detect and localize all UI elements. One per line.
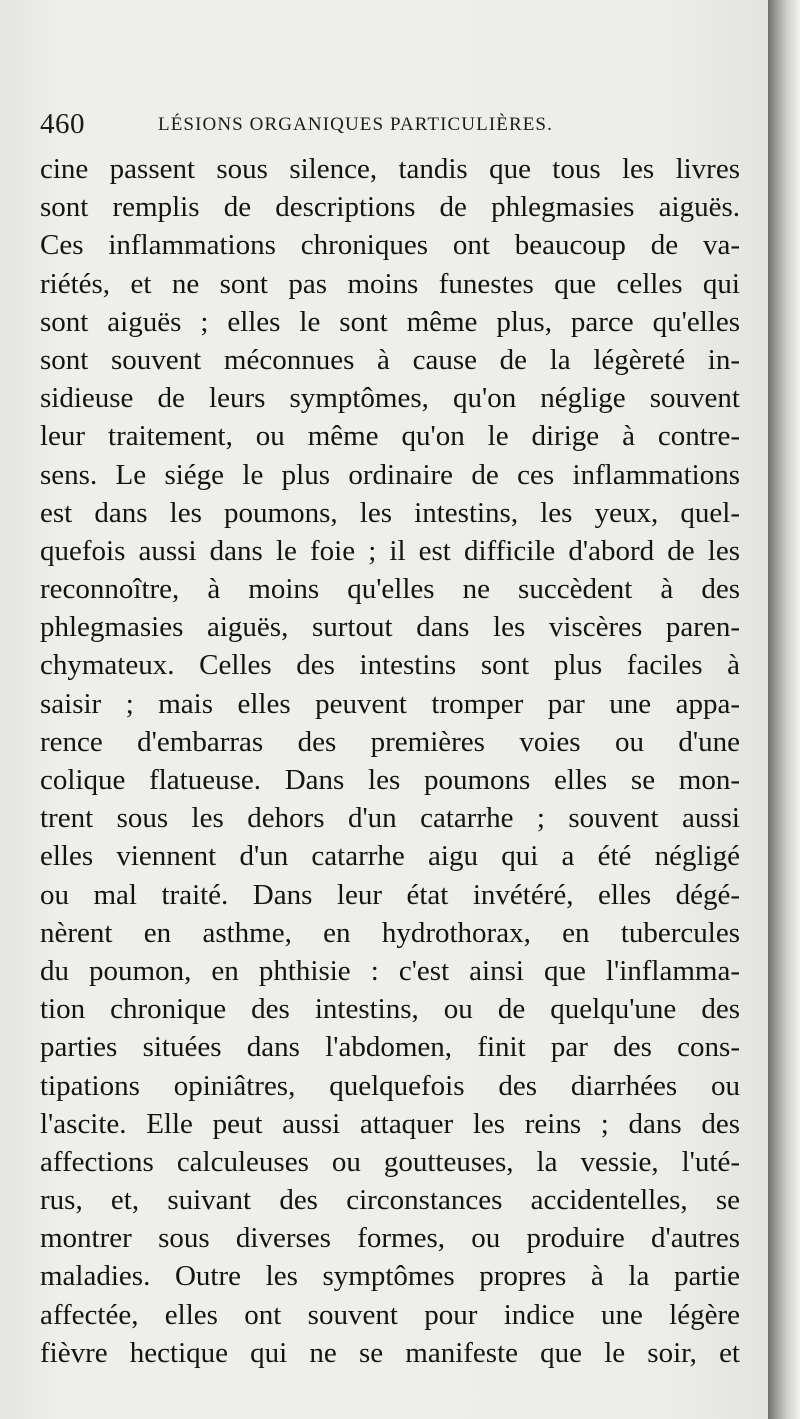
running-title: LÉSIONS ORGANIQUES PARTICULIÈRES. bbox=[158, 114, 553, 135]
text-line: leur traitement, ou même qu'on le dirige à contre- bbox=[40, 420, 740, 453]
text-line: riétés, et ne sont pas moins funestes que celles qui bbox=[40, 267, 740, 300]
text-line: tion chronique des intestins, ou de quelqu'une des bbox=[40, 993, 740, 1026]
text-line: reconnoître, à moins qu'elles ne succèdent à des bbox=[40, 573, 740, 606]
running-head bbox=[40, 104, 680, 144]
text-line: ou mal traité. Dans leur état invétéré, elles dégé- bbox=[40, 878, 740, 911]
text-line: sens. Le siége le plus ordinaire de ces inflammations bbox=[40, 458, 740, 491]
text-line: rus, et, suivant des circonstances accidentelles, se bbox=[40, 1184, 740, 1217]
page-number: 460 bbox=[40, 108, 85, 140]
text-line: montrer sous diverses formes, ou produire d'autres bbox=[40, 1222, 740, 1255]
text-line: l'ascite. Elle peut aussi attaquer les reins ; dans des bbox=[40, 1107, 740, 1140]
text-line: affections calculeuses ou goutteuses, la vessie, l'uté- bbox=[40, 1145, 740, 1178]
text-line: tipations opiniâtres, quelquefois des diarrhées ou bbox=[40, 1069, 740, 1102]
text-line: du poumon, en phthisie : c'est ainsi que l'inflamma- bbox=[40, 954, 740, 987]
text-line: cine passent sous silence, tandis que tous les livres bbox=[40, 153, 740, 185]
text-line: est dans les poumons, les intestins, les yeux, quel- bbox=[40, 496, 740, 529]
text-line: sont aiguës ; elles le sont même plus, parce qu'elles bbox=[40, 305, 740, 338]
text-line: elles viennent d'un catarrhe aigu qui a été négligé bbox=[40, 840, 740, 873]
text-line: affectée, elles ont souvent pour indice une légère bbox=[40, 1298, 740, 1331]
text-line: saisir ; mais elles peuvent tromper par une appa- bbox=[40, 687, 740, 720]
text-line: colique flatueuse. Dans les poumons elles se mon- bbox=[40, 764, 740, 796]
text-line: sidieuse de leurs symptômes, qu'on néglige souvent bbox=[40, 382, 740, 415]
text-line: phlegmasies aiguës, surtout dans les viscères paren- bbox=[40, 611, 740, 644]
text-line: maladies. Outre les symptômes propres à la partie bbox=[40, 1260, 740, 1293]
text-line: nèrent en asthme, en hydrothorax, en tubercules bbox=[40, 916, 740, 949]
text-line: trent sous les dehors d'un catarrhe ; souvent aussi bbox=[40, 802, 740, 835]
text-line: parties situées dans l'abdomen, finit par des cons- bbox=[40, 1031, 740, 1064]
text-line: Ces inflammations chroniques ont beaucoup de va- bbox=[40, 229, 740, 262]
text-line: chymateux. Celles des intestins sont plus faciles à bbox=[40, 649, 740, 682]
text-line: rence d'embarras des premières voies ou d'une bbox=[40, 725, 740, 758]
text-line: sont souvent méconnues à cause de la légèreté in- bbox=[40, 343, 740, 376]
text-line: quefois aussi dans le foie ; il est difficile d'abord de les bbox=[40, 534, 740, 567]
page-edge-shadow bbox=[768, 0, 800, 1419]
body-text bbox=[40, 150, 740, 1372]
text-line: sont remplis de descriptions de phlegmasies aiguës. bbox=[40, 191, 740, 224]
text-line: fièvre hectique qui ne se manifeste que le soir, et bbox=[40, 1336, 740, 1369]
